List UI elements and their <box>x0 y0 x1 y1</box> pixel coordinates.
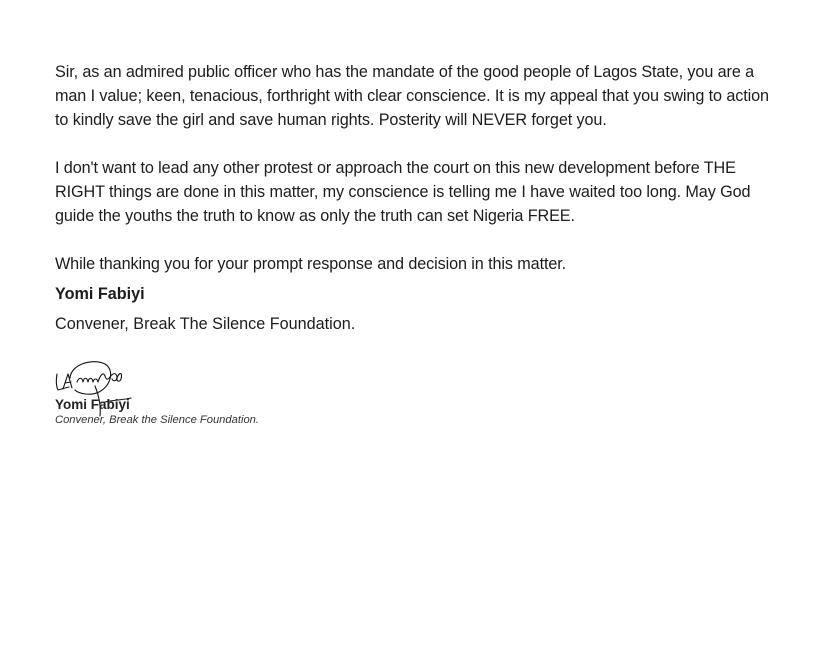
signer-name: Yomi Fabiyi <box>55 285 145 303</box>
letter-paragraph-1: Sir, as an admired public officer who has the mandate of the good people of Lagos State, you are a man I value; keen, tenacious, forthright with clear conscience. It is my appeal that you swing to action to kindly save the girl and save human rights. Posterity will NEVER forget you. <box>55 63 769 129</box>
signer-title: Convener, Break The Silence Foundation. <box>55 315 356 333</box>
stamp-signer-title: Convener, Break the Silence Foundation. <box>55 414 259 426</box>
letter-paragraph-3: While thanking you for your prompt response and decision in this matter. <box>55 255 567 273</box>
signature-block <box>55 356 315 432</box>
letter-paragraph-2: I don't want to lead any other protest or approach the court on this new development before THE RIGHT things are done in this matter, my conscience is telling me I have waited too long. May God guide the youths the truth to know as only the truth can set Nigeria FREE. <box>55 159 751 225</box>
stamp-signer-name: Yomi Fabiyi <box>55 397 130 412</box>
